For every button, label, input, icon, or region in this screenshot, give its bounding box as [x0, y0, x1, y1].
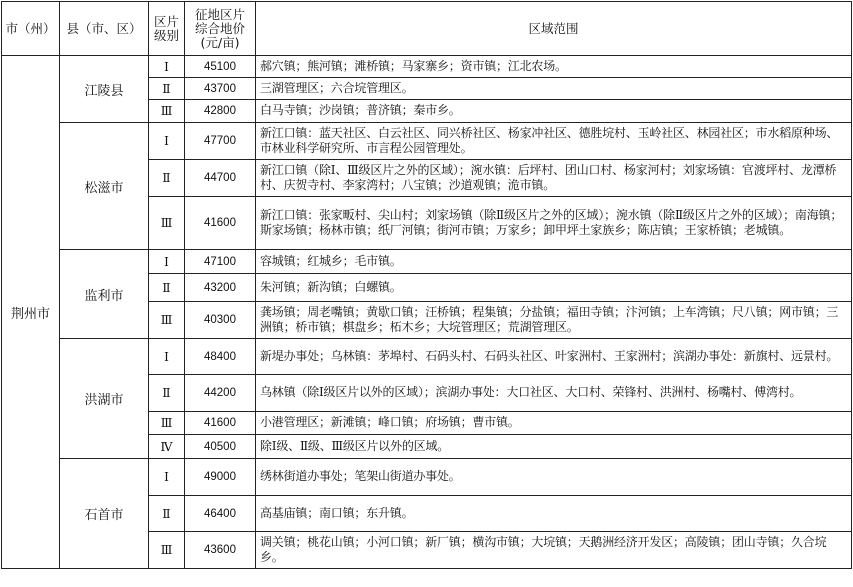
county-cell: 洪湖市 [60, 339, 149, 459]
area-cell: 三湖管理区；六合垸管理区。 [256, 78, 852, 100]
area-cell: 白马寺镇；沙岗镇；普济镇；秦市乡。 [256, 100, 852, 123]
price-cell: 43700 [185, 78, 256, 100]
header-level: 区片 级别 [149, 2, 185, 56]
level-cell: Ⅰ [149, 339, 185, 375]
area-cell: 小港管理区；新滩镇；峰口镇；府场镇；曹市镇。 [256, 412, 852, 435]
area-cell: 容城镇；红城乡；毛市镇。 [256, 250, 852, 274]
price-cell: 48400 [185, 339, 256, 375]
level-cell: Ⅱ [149, 496, 185, 532]
level-cell: Ⅲ [149, 100, 185, 123]
price-cell: 40500 [185, 435, 256, 459]
level-cell: Ⅰ [149, 123, 185, 160]
level-cell: Ⅱ [149, 375, 185, 412]
level-cell: Ⅰ [149, 56, 185, 78]
price-cell: 49000 [185, 459, 256, 496]
price-cell: 44200 [185, 375, 256, 412]
price-cell: 47100 [185, 250, 256, 274]
area-cell: 高基庙镇；南口镇；东升镇。 [256, 496, 852, 532]
price-cell: 42800 [185, 100, 256, 123]
table-row [2, 56, 852, 78]
header-county: 县（市、区） [60, 2, 149, 56]
level-cell: Ⅲ [149, 302, 185, 339]
level-cell: Ⅳ [149, 435, 185, 459]
land-price-table [1, 1, 852, 569]
price-cell: 41600 [185, 412, 256, 435]
level-cell: Ⅰ [149, 459, 185, 496]
header-city: 市（州） [2, 2, 60, 56]
area-cell: 新江口镇（除Ⅰ、Ⅲ级区片之外的区域）；涴水镇：后坪村、团山口村、杨家河村；刘家场镇：官渡坪村、龙潭桥村、庆贺寺村、李家湾村；八宝镇；沙道观镇；洈市镇。 [256, 160, 852, 197]
price-cell: 43600 [185, 532, 256, 569]
area-cell: 绣林街道办事处；笔架山街道办事处。 [256, 459, 852, 496]
area-cell: 郝穴镇；熊河镇；滩桥镇；马家寨乡；资市镇；江北农场。 [256, 56, 852, 78]
header-area: 区域范围 [256, 2, 852, 56]
table-row [2, 459, 852, 496]
level-cell: Ⅱ [149, 78, 185, 100]
level-cell: Ⅲ [149, 532, 185, 569]
table-row [2, 250, 852, 274]
county-cell: 松滋市 [60, 123, 149, 250]
area-cell: 龚场镇；周老嘴镇；黄歇口镇；汪桥镇；程集镇；分盐镇；福田寺镇；汴河镇；上车湾镇；尺八镇；网市镇；三洲镇；桥市镇；棋盘乡；柘木乡；大垸管理区；荒湖管理区。 [256, 302, 852, 339]
county-cell: 江陵县 [60, 56, 149, 123]
table-row [2, 123, 852, 160]
city-cell: 荆州市 [2, 56, 60, 569]
price-cell: 47700 [185, 123, 256, 160]
price-cell: 40300 [185, 302, 256, 339]
area-cell: 乌林镇（除Ⅰ级区片以外的区域）；滨湖办事处：大口社区、大口村、荣锋村、洪洲村、杨嘴村、傅湾村。 [256, 375, 852, 412]
level-cell: Ⅱ [149, 160, 185, 197]
price-cell: 45100 [185, 56, 256, 78]
price-cell: 43200 [185, 274, 256, 302]
header-row [2, 2, 852, 56]
area-cell: 调关镇；桃花山镇；小河口镇；新厂镇；横沟市镇；大垸镇；天鹅洲经济开发区；高陵镇；团山寺镇；久合垸乡。 [256, 532, 852, 569]
header-price: 征地区片 综合地价 (元/亩) [185, 2, 256, 56]
area-cell: 朱河镇；新沟镇；白螺镇。 [256, 274, 852, 302]
table-row [2, 339, 852, 375]
price-cell: 44700 [185, 160, 256, 197]
area-cell: 新江口镇：张家畈村、尖山村；刘家场镇（除Ⅱ级区片之外的区域）；涴水镇（除Ⅱ级区片之外的区域）；南海镇；斯家场镇；杨林市镇；纸厂河镇；街河市镇；万家乡；卸甲坪土家族乡；陈店镇；王家桥镇；老城镇。 [256, 197, 852, 250]
area-cell: 新江口镇：蓝天社区、白云社区、同兴桥社区、杨家冲社区、德胜垸村、玉岭社区、林园社区；市水稻原种场、市林业科学研究所、市言程公园管理处。 [256, 123, 852, 160]
county-cell: 监利市 [60, 250, 149, 339]
level-cell: Ⅲ [149, 197, 185, 250]
county-cell: 石首市 [60, 459, 149, 569]
price-cell: 41600 [185, 197, 256, 250]
level-cell: Ⅰ [149, 250, 185, 274]
price-cell: 46400 [185, 496, 256, 532]
area-cell: 新堤办事处；乌林镇：茅埠村、石码头村、石码头社区、叶家洲村、王家洲村；滨湖办事处：新旗村、远景村。 [256, 339, 852, 375]
level-cell: Ⅱ [149, 274, 185, 302]
level-cell: Ⅲ [149, 412, 185, 435]
area-cell: 除Ⅰ级、Ⅱ级、Ⅲ级区片以外的区域。 [256, 435, 852, 459]
